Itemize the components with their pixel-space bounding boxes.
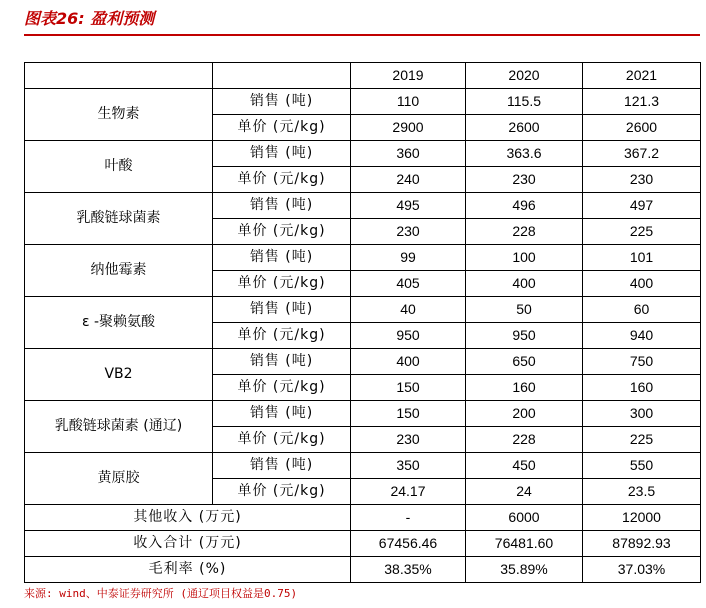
metric-label: 单价 (元/kg) <box>213 323 351 349</box>
header-row <box>25 63 701 89</box>
price-value: 23.5 <box>583 479 701 505</box>
product-sales-row <box>25 141 701 167</box>
price-value: 24.17 <box>351 479 466 505</box>
product-name: 黄原胶 <box>25 453 213 505</box>
price-value: 150 <box>351 375 466 401</box>
sales-value: 300 <box>583 401 701 427</box>
sales-value: 350 <box>351 453 466 479</box>
price-value: 228 <box>466 427 583 453</box>
summary-label: 其他收入 (万元) <box>25 505 351 531</box>
summary-value: 67456.46 <box>351 531 466 557</box>
product-name: 生物素 <box>25 89 213 141</box>
year-header: 2019 <box>351 63 466 89</box>
summary-row <box>25 531 701 557</box>
summary-value: 6000 <box>466 505 583 531</box>
summary-value: 87892.93 <box>583 531 701 557</box>
product-sales-row <box>25 297 701 323</box>
metric-label: 销售 (吨) <box>213 401 351 427</box>
product-name: 叶酸 <box>25 141 213 193</box>
sales-value: 101 <box>583 245 701 271</box>
product-sales-row <box>25 453 701 479</box>
metric-label: 销售 (吨) <box>213 89 351 115</box>
metric-label: 销售 (吨) <box>213 453 351 479</box>
sales-value: 495 <box>351 193 466 219</box>
metric-label: 单价 (元/kg) <box>213 219 351 245</box>
sales-value: 40 <box>351 297 466 323</box>
sales-value: 360 <box>351 141 466 167</box>
price-value: 2900 <box>351 115 466 141</box>
price-value: 240 <box>351 167 466 193</box>
sales-value: 450 <box>466 453 583 479</box>
product-sales-row <box>25 193 701 219</box>
product-sales-row <box>25 245 701 271</box>
price-value: 940 <box>583 323 701 349</box>
summary-value: 12000 <box>583 505 701 531</box>
price-value: 230 <box>351 427 466 453</box>
sales-value: 100 <box>466 245 583 271</box>
year-header: 2021 <box>583 63 701 89</box>
forecast-table-body <box>25 63 701 583</box>
sales-value: 750 <box>583 349 701 375</box>
summary-row <box>25 505 701 531</box>
sales-value: 110 <box>351 89 466 115</box>
metric-label: 单价 (元/kg) <box>213 427 351 453</box>
source-note: 来源: wind、中泰证券研究所 (通辽项目权益是0.75) <box>24 587 298 600</box>
sales-value: 650 <box>466 349 583 375</box>
year-header: 2020 <box>466 63 583 89</box>
product-name: 纳他霉素 <box>25 245 213 297</box>
sales-value: 99 <box>351 245 466 271</box>
metric-label: 销售 (吨) <box>213 245 351 271</box>
sales-value: 496 <box>466 193 583 219</box>
price-value: 228 <box>466 219 583 245</box>
product-name: 乳酸链球菌素 <box>25 193 213 245</box>
price-value: 400 <box>466 271 583 297</box>
product-name: ε -聚赖氨酸 <box>25 297 213 349</box>
price-value: 230 <box>466 167 583 193</box>
sales-value: 367.2 <box>583 141 701 167</box>
metric-label: 销售 (吨) <box>213 193 351 219</box>
price-value: 160 <box>583 375 701 401</box>
page-title: 图表26: 盈利预测 <box>24 9 155 28</box>
product-sales-row <box>25 89 701 115</box>
sales-value: 200 <box>466 401 583 427</box>
summary-label: 收入合计 (万元) <box>25 531 351 557</box>
summary-value: 35.89% <box>466 557 583 583</box>
metric-label: 销售 (吨) <box>213 297 351 323</box>
summary-label: 毛利率 (%) <box>25 557 351 583</box>
sales-value: 550 <box>583 453 701 479</box>
price-value: 225 <box>583 219 701 245</box>
price-value: 950 <box>466 323 583 349</box>
sales-value: 50 <box>466 297 583 323</box>
metric-label: 单价 (元/kg) <box>213 115 351 141</box>
sales-value: 115.5 <box>466 89 583 115</box>
price-value: 225 <box>583 427 701 453</box>
price-value: 24 <box>466 479 583 505</box>
product-name: 乳酸链球菌素 (通辽) <box>25 401 213 453</box>
metric-label: 销售 (吨) <box>213 141 351 167</box>
sales-value: 363.6 <box>466 141 583 167</box>
price-value: 405 <box>351 271 466 297</box>
summary-value: - <box>351 505 466 531</box>
price-value: 400 <box>583 271 701 297</box>
title-divider <box>24 34 700 36</box>
metric-label: 单价 (元/kg) <box>213 375 351 401</box>
summary-value: 38.35% <box>351 557 466 583</box>
product-sales-row <box>25 349 701 375</box>
metric-label: 单价 (元/kg) <box>213 271 351 297</box>
price-value: 950 <box>351 323 466 349</box>
summary-value: 76481.60 <box>466 531 583 557</box>
metric-label: 单价 (元/kg) <box>213 167 351 193</box>
price-value: 2600 <box>466 115 583 141</box>
price-value: 2600 <box>583 115 701 141</box>
sales-value: 60 <box>583 297 701 323</box>
sales-value: 121.3 <box>583 89 701 115</box>
sales-value: 400 <box>351 349 466 375</box>
summary-row <box>25 557 701 583</box>
metric-label: 销售 (吨) <box>213 349 351 375</box>
price-value: 230 <box>583 167 701 193</box>
price-value: 160 <box>466 375 583 401</box>
metric-label: 单价 (元/kg) <box>213 479 351 505</box>
header-blank-cell <box>25 63 213 89</box>
product-name: VB2 <box>25 349 213 401</box>
forecast-table <box>24 62 701 583</box>
price-value: 230 <box>351 219 466 245</box>
sales-value: 497 <box>583 193 701 219</box>
summary-value: 37.03% <box>583 557 701 583</box>
sales-value: 150 <box>351 401 466 427</box>
header-blank-cell <box>213 63 351 89</box>
product-sales-row <box>25 401 701 427</box>
